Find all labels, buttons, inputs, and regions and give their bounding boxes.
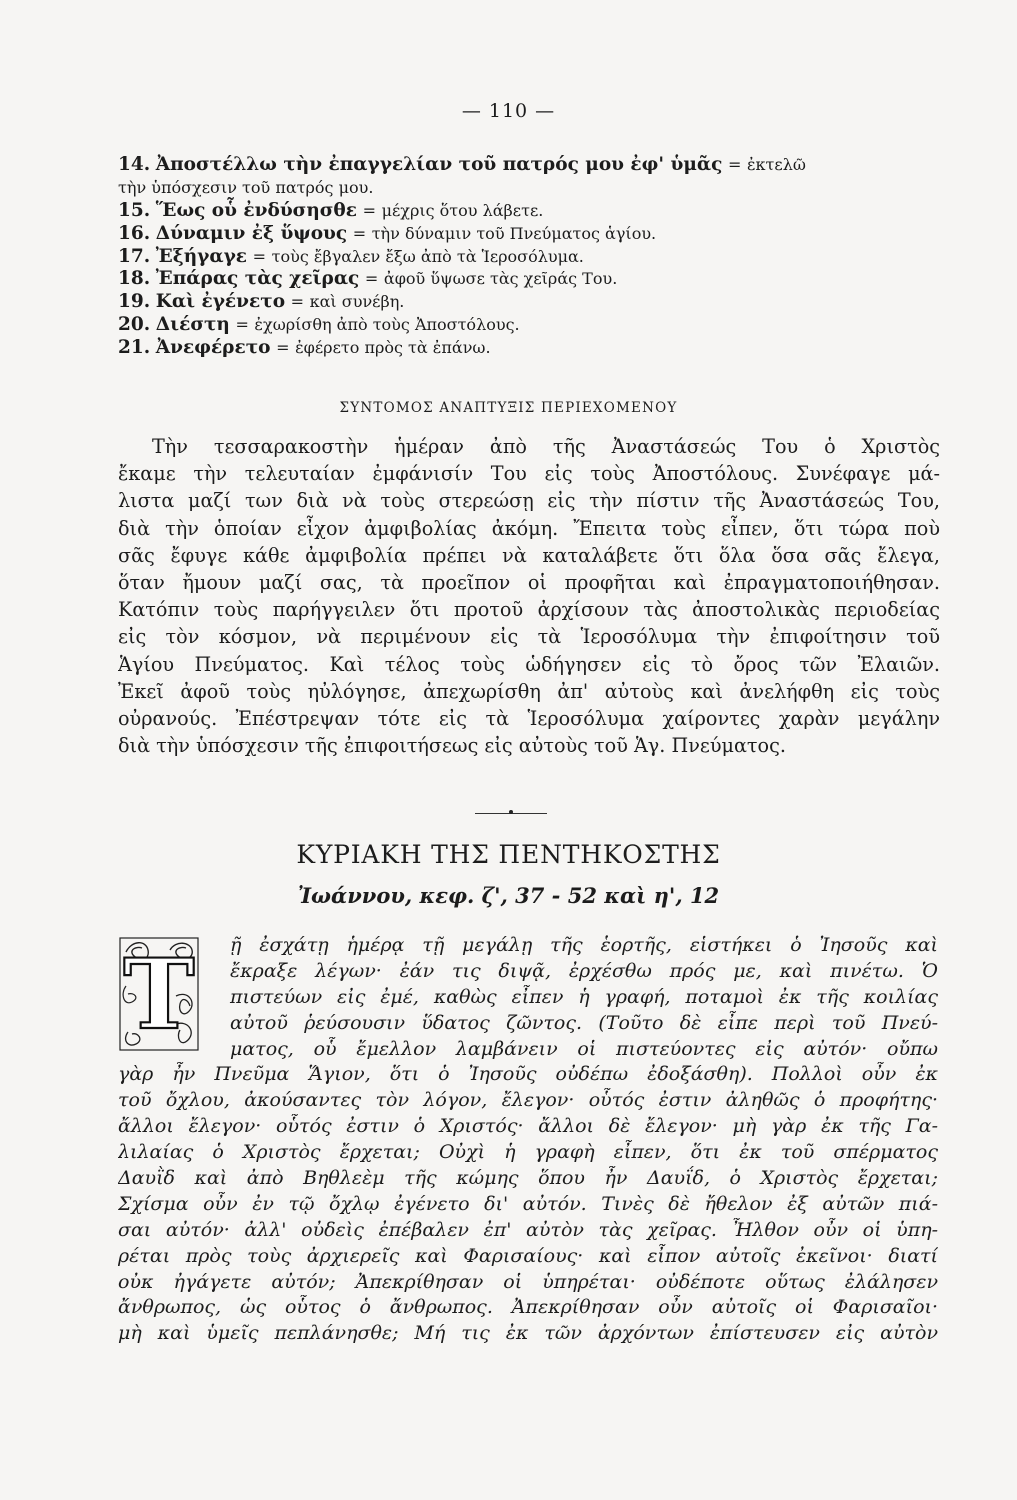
- gospel-line: σαι αὐτόν· ἀλλ' οὐδεὶς ἐπέβαλεν ἐπ' αὐτὸν τὰς χεῖρας. Ἦλθον οὖν οἱ ὑπη-: [118, 1218, 938, 1241]
- glossary-item: [118, 337, 938, 360]
- glossary-number: 16.: [118, 222, 151, 244]
- glossary-number: 15.: [118, 199, 151, 221]
- glossary-equals: =: [364, 269, 379, 289]
- summary-line: διὰ τὴν ὁποίαν εἶχον ἀμφιβολίας ἀκόμη. Ἔπειτα τοὺς εἶπεν, ὅτι τώρα ποὺ: [118, 516, 940, 540]
- gospel-line: πιστεύων εἰς ἐμέ, καθὼς εἶπεν ἡ γραφή, ποταμοὶ ἐκ τῆς κοιλίας: [230, 985, 938, 1008]
- glossary-item: [118, 154, 938, 177]
- summary-line: λιστα μαζί των διὰ νὰ τοὺς στερεώσῃ εἰς τὴν πίστιν τῆς Ἀναστάσεώς Του,: [118, 489, 940, 513]
- glossary-item: [118, 223, 938, 246]
- gospel-line: οὐκ ἠγάγετε αὐτόν; Ἀπεκρίθησαν οἱ ὑπηρέται· οὐδέποτε οὕτως ἐλάλησεν: [118, 1270, 938, 1293]
- glossary-definition: τοὺς ἔβγαλεν ἔξω ἀπὸ τὰ Ἱεροσόλυμα.: [271, 246, 584, 266]
- glossary-number: 19.: [118, 291, 151, 313]
- glossary-continuation: τὴν ὑπόσχεσιν τοῦ πατρός μου.: [118, 177, 374, 197]
- glossary-definition: ἀφοῦ ὕψωσε τὰς χεῖράς Του.: [383, 269, 618, 289]
- glossary-definition: τὴν δύναμιν τοῦ Πνεύματος ἁγίου.: [371, 223, 657, 243]
- glossary-definition: ἐχωρίσθη ἀπὸ τοὺς Ἀποστόλους.: [254, 315, 520, 335]
- summary-line: οὐρανούς. Ἐπέστρεψαν τότε εἰς τὰ Ἱεροσόλυμα χαίροντες χαρὰν μεγάλην: [118, 706, 940, 730]
- glossary-term: Ἀνεφέρετο: [155, 337, 271, 359]
- glossary-equals: =: [352, 223, 367, 243]
- gospel-line: ῇ ἐσχάτῃ ἡμέρᾳ τῇ μεγάλῃ τῆς ἑορτῆς, εἱστήκει ὁ Ἰησοῦς καὶ: [230, 934, 938, 956]
- glossary-equals: =: [727, 155, 742, 174]
- glossary-definition: ἐφέρετο πρὸς τὰ ἐπάνω.: [295, 338, 491, 358]
- glossary-term: Καὶ ἐγένετο: [155, 291, 286, 313]
- summary-line: Τὴν τεσσαρακοστὴν ἡμέραν ἀπὸ τῆς Ἀναστάσεώς Του ὁ Χριστὸς: [152, 435, 940, 458]
- glossary-list: [118, 154, 938, 360]
- gospel-line: ἄνθρωπος, ὡς οὗτος ὁ ἄνθρωπος. Ἀπεκρίθησαν οὖν αὐτοῖς οἱ Φαρισαῖοι·: [118, 1296, 938, 1319]
- glossary-term: Ἀποστέλλω τὴν ἐπαγγελίαν τοῦ πατρός μου ἐφ' ὑμᾶς: [155, 154, 723, 175]
- summary-line: Ἐκεῖ ἀφοῦ τοὺς ηὐλόγησε, ἀπεχωρίσθη ἀπ' αὐτοὺς καὶ ἀνελήφθη εἰς τοὺς: [118, 679, 940, 703]
- gospel-line: αὐτοῦ ῥεύσουσιν ὕδατος ζῶντος. (Τοῦτο δὲ εἶπε περὶ τοῦ Πνεύ-: [230, 1011, 938, 1034]
- glossary-equals: =: [235, 315, 249, 335]
- summary-line: Ἁγίου Πνεύματος. Καὶ τέλος τοὺς ὡδήγησεν εἰς τὸ ὄρος τῶν Ἐλαιῶν.: [118, 652, 940, 676]
- summary-line: εἰς τὸν κόσμον, νὰ περιμένουν εἰς τὰ Ἱεροσόλυμα τὴν ἐπιφοίτησιν τοῦ: [118, 625, 940, 649]
- gospel-line: λιλαίας ὁ Χριστὸς ἔρχεται; Οὐχὶ ἡ γραφὴ εἶπεν, ὅτι ἐκ τοῦ σπέρματος: [118, 1141, 938, 1164]
- glossary-item: [118, 314, 938, 337]
- gospel-line: ἄλλοι ἔλεγον· οὗτός ἐστιν ὁ Χριστός· ἄλλοι δὲ ἔλεγον· μὴ γὰρ ἐκ τῆς Γα-: [118, 1115, 938, 1138]
- summary-heading: ΣΥΝΤΟΜΟΣ ΑΝΑΠΤΥΞΙΣ ΠΕΡΙΕΧΟΜΕΝΟΥ: [339, 400, 678, 416]
- glossary-equals: =: [362, 200, 376, 220]
- gospel-reference: Ἰωάννου, κεφ. ζ', 37 - 52 καὶ η', 12: [297, 883, 720, 908]
- glossary-equals: =: [290, 292, 305, 312]
- summary-line: σᾶς ἔφυγε κάθε ἀμφιβολία πρέπει νὰ καταλάβετε ὅτι ὅλα ὅσα σᾶς ἔλεγα,: [118, 543, 940, 567]
- gospel-line: μὴ καὶ ὑμεῖς πεπλάνησθε; Μή τις ἐκ τῶν ἀρχόντων ἐπίστευσεν εἰς αὐτὸν: [118, 1322, 938, 1345]
- page-number: — 110 —: [461, 100, 556, 122]
- gospel-line: ματος, οὗ ἔμελλον λαμβάνειν οἱ πιστεύοντες εἰς αὐτόν· οὔπω: [230, 1037, 938, 1060]
- glossary-equals: =: [252, 246, 267, 266]
- glossary-item: [118, 200, 938, 223]
- glossary-term: Ἕως οὗ ἐνδύσησθε: [155, 199, 357, 221]
- gospel-line: γὰρ ἦν Πνεῦμα Ἅγιον, ὅτι ὁ Ἰησοῦς οὐδέπω ἐδοξάσθη). Πολλοὶ οὖν ἐκ: [118, 1063, 938, 1086]
- glossary-definition: καὶ συνέβη.: [309, 292, 405, 312]
- drop-cap-letter: Τ: [123, 938, 195, 1051]
- glossary-term: Διέστη: [155, 314, 230, 336]
- summary-line: ὅταν ἤμουν μαζί σας, τὰ προεῖπον οἱ προφῆται καὶ ἐπραγματοποιήθησαν.: [118, 570, 940, 594]
- glossary-number: 17.: [118, 245, 151, 267]
- glossary-number: 21.: [118, 337, 151, 359]
- section-divider-dot: [509, 810, 513, 814]
- summary-line: Κατόπιν τοὺς παρήγγειλεν ὅτι προτοῦ ἀρχίσουν τὰς ἀποστολικὰς περιοδείας: [118, 598, 940, 622]
- section-title: ΚΥΡΙΑΚΗ ΤΗΣ ΠΕΝΤΗΚΟΣΤΗΣ: [296, 840, 721, 869]
- glossary-number: 14.: [118, 154, 151, 175]
- glossary-term: Ἐπάρας τὰς χεῖρας: [155, 268, 360, 290]
- glossary-equals: =: [276, 338, 290, 358]
- gospel-line: τοῦ ὄχλου, ἀκούσαντες τὸν λόγον, ἔλεγον· οὗτός ἐστιν ἀληθῶς ὁ προφήτης·: [118, 1089, 938, 1112]
- glossary-definition: μέχρις ὅτου λάβετε.: [381, 200, 544, 220]
- glossary-item: [118, 291, 938, 314]
- glossary-term: Δύναμιν ἐξ ὕψους: [155, 222, 348, 244]
- gospel-line: Δαυῒδ καὶ ἀπὸ Βηθλεὲμ τῆς κώμης ὅπου ἦν Δαυΐδ, ὁ Χριστὸς ἔρχεται;: [118, 1167, 938, 1190]
- gospel-line: ρέται πρὸς τοὺς ἀρχιερεῖς καὶ Φαρισαίους· καὶ εἶπον αὐτοῖς ἐκεῖνοι· διατί: [118, 1244, 938, 1267]
- summary-line: ἔκαμε τὴν τελευταίαν ἐμφάνισίν Του εἰς τοὺς Ἀποστόλους. Συνέφαγε μά-: [118, 462, 940, 486]
- gospel-line: ἔκραξε λέγων· ἐάν τις διψᾷ, ἐρχέσθω πρός με, καὶ πινέτω. Ὁ: [230, 959, 938, 982]
- summary-paragraph: [118, 433, 940, 759]
- summary-line: διὰ τὴν ὑπόσχεσιν τῆς ἐπιφοιτήσεως εἰς αὐτοὺς τοῦ Ἁγ. Πνεύματος.: [118, 734, 786, 758]
- gospel-text: [118, 933, 938, 1347]
- glossary-number: 18.: [118, 268, 151, 290]
- glossary-term: Ἐξήγαγε: [155, 245, 248, 267]
- glossary-definition: ἐκτελῶ: [746, 155, 806, 174]
- glossary-item: [118, 268, 938, 291]
- glossary-item: [118, 246, 938, 269]
- gospel-line: Σχίσμα οὖν ἐν τῷ ὄχλῳ ἐγένετο δι' αὐτόν. Τινὲς δὲ ἤθελον ἐξ αὐτῶν πιά-: [118, 1192, 938, 1215]
- glossary-number: 20.: [118, 314, 151, 336]
